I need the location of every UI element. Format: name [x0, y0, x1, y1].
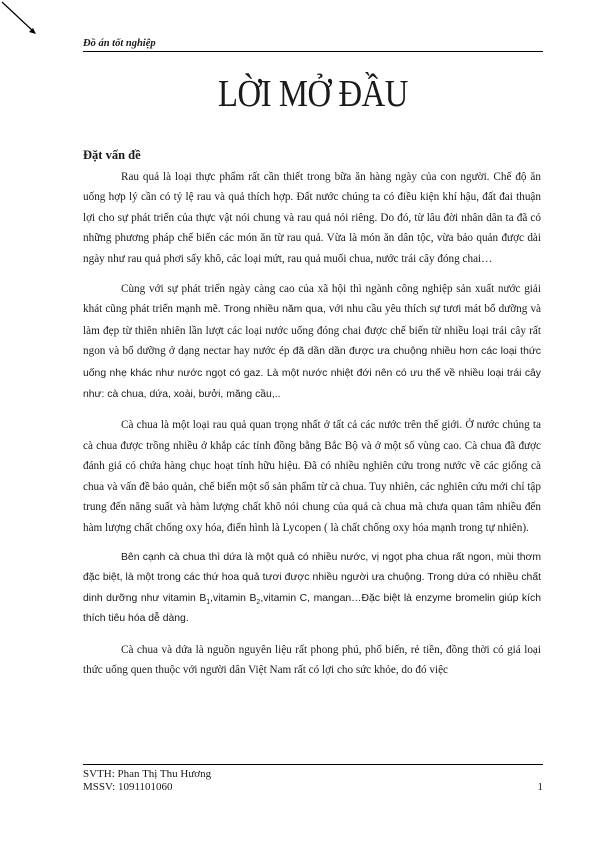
paragraph-4-sub-1: 1 [206, 598, 211, 606]
paragraph-2 [83, 279, 541, 405]
section-heading: Đặt vấn đề [83, 148, 141, 162]
paragraph-4-part-b: ,vitamin B [210, 592, 257, 604]
body-text [83, 167, 541, 690]
footer-student: SVTH: Phan Thị Thu Hương [83, 768, 212, 780]
paragraph-2-part-c: với nhu cầu yêu thích sự tươi mát bổ dưỡng và làm đẹp từ thiên nhiên lần lượt các loại nước uống đóng chai được chế biến từ nhiều loại trái cây rất ngon và bổ dưỡng ở dạng nectar hay nước ép [83, 303, 541, 358]
paragraph-4-sub-2: 2 [256, 598, 261, 606]
page-title: LỜI MỞ ĐẦU [218, 73, 408, 115]
paragraph-4-part-a: Bên cạnh cà chua thì dứa là một quả có nhiều nước, vị ngọt pha chua rất ngon, mùi thơm đặc biệt, là một trong các thứ hoa quả tươi được nhiều người ưa chuộng. Trong dứa có nhiều chất dinh dưỡng như vitamin B [83, 551, 541, 604]
paragraph-4-part-c: ,vitamin C, mangan…Đặc biệt là enzyme bromelin giúp kích thích tiêu hóa dễ dàng. [83, 592, 541, 625]
page-footer [83, 764, 543, 794]
corner-arrow-icon [0, 0, 40, 40]
page-number: 1 [537, 781, 543, 793]
paragraph-2-part-b: Trong nhiều năm qua, [223, 304, 326, 316]
paragraph-2-part-d: đã dần dần được ưa chuộng nhiều hơn các loại thức uống nhẹ khác như nước ngọt có gaz. Là một nước nhiệt đới nên có ưu thế về nhiều loại trái cây như: cà chua, dứa, xoài, bưởi, măng cầu,.. [83, 346, 541, 401]
paragraph-2-part-a: Cùng với sự phát triển ngày càng cao của xã hội thì ngành công nghiệp sản xuất nước giải khát cũng phát triển mạnh mẽ. [83, 283, 541, 316]
paragraph-5: Cà chua và dứa là nguồn nguyên liệu rất phong phú, phổ biến, rẻ tiền, đồng thời có giá loại thức uống quen thuộc với người dân Việt Nam rất có lợi cho sức khỏe, do đó việc [83, 643, 541, 676]
footer-student-id: MSSV: 1091101060 [83, 781, 173, 793]
paragraph-1: Rau quả là loại thực phẩm rất cần thiết trong bữa ăn hàng ngày của con người. Chế độ ăn uống hợp lý cần có tỷ lệ rau và quả thích hợp. Đất nước chúng ta có điều kiện khí hậu, đất đai thuận lợi cho sự phát triển của thực vật nói chung và rau quả nói riêng. Do đó, từ lâu đời nhân dân ta đã có những phương pháp chế biến các món ăn từ rau quả. Vừa là món ăn dân tộc, vừa bảo quản được dài ngày như rau quả phơi sấy khô, các loại mứt, rau quả muối chua, nước trái cây đóng chai… [83, 171, 541, 265]
paragraph-3: Cà chua là một loại rau quả quan trọng nhất ở tất cả các nước trên thế giới. Ở nước chúng ta cà chua được trồng nhiều ở khắp các tỉnh đồng bằng Bắc Bộ và ở một số vùng cao. Cà chua đã được đánh giá có chứa hàng chục hoạt tính hữu hiệu. Đã có nhiều nghiên cứu trong nước về các giống cà chua và vấn đề bảo quản, chế biến một số sản phẩm từ cà chua. Tuy nhiên, các nghiên cứu mới chỉ tập trung đến năng suất và hàm lượng chất khô nói chung của quả cà chua mà chưa quan tâm nhiều đến hàm lượng chất chống oxy hóa, điển hình là Lycopen ( là chất chống oxy hóa mạnh trong tự nhiên). [83, 419, 541, 534]
paragraph-4 [83, 548, 541, 630]
page-header: Đồ án tốt nghiệp [83, 38, 543, 52]
